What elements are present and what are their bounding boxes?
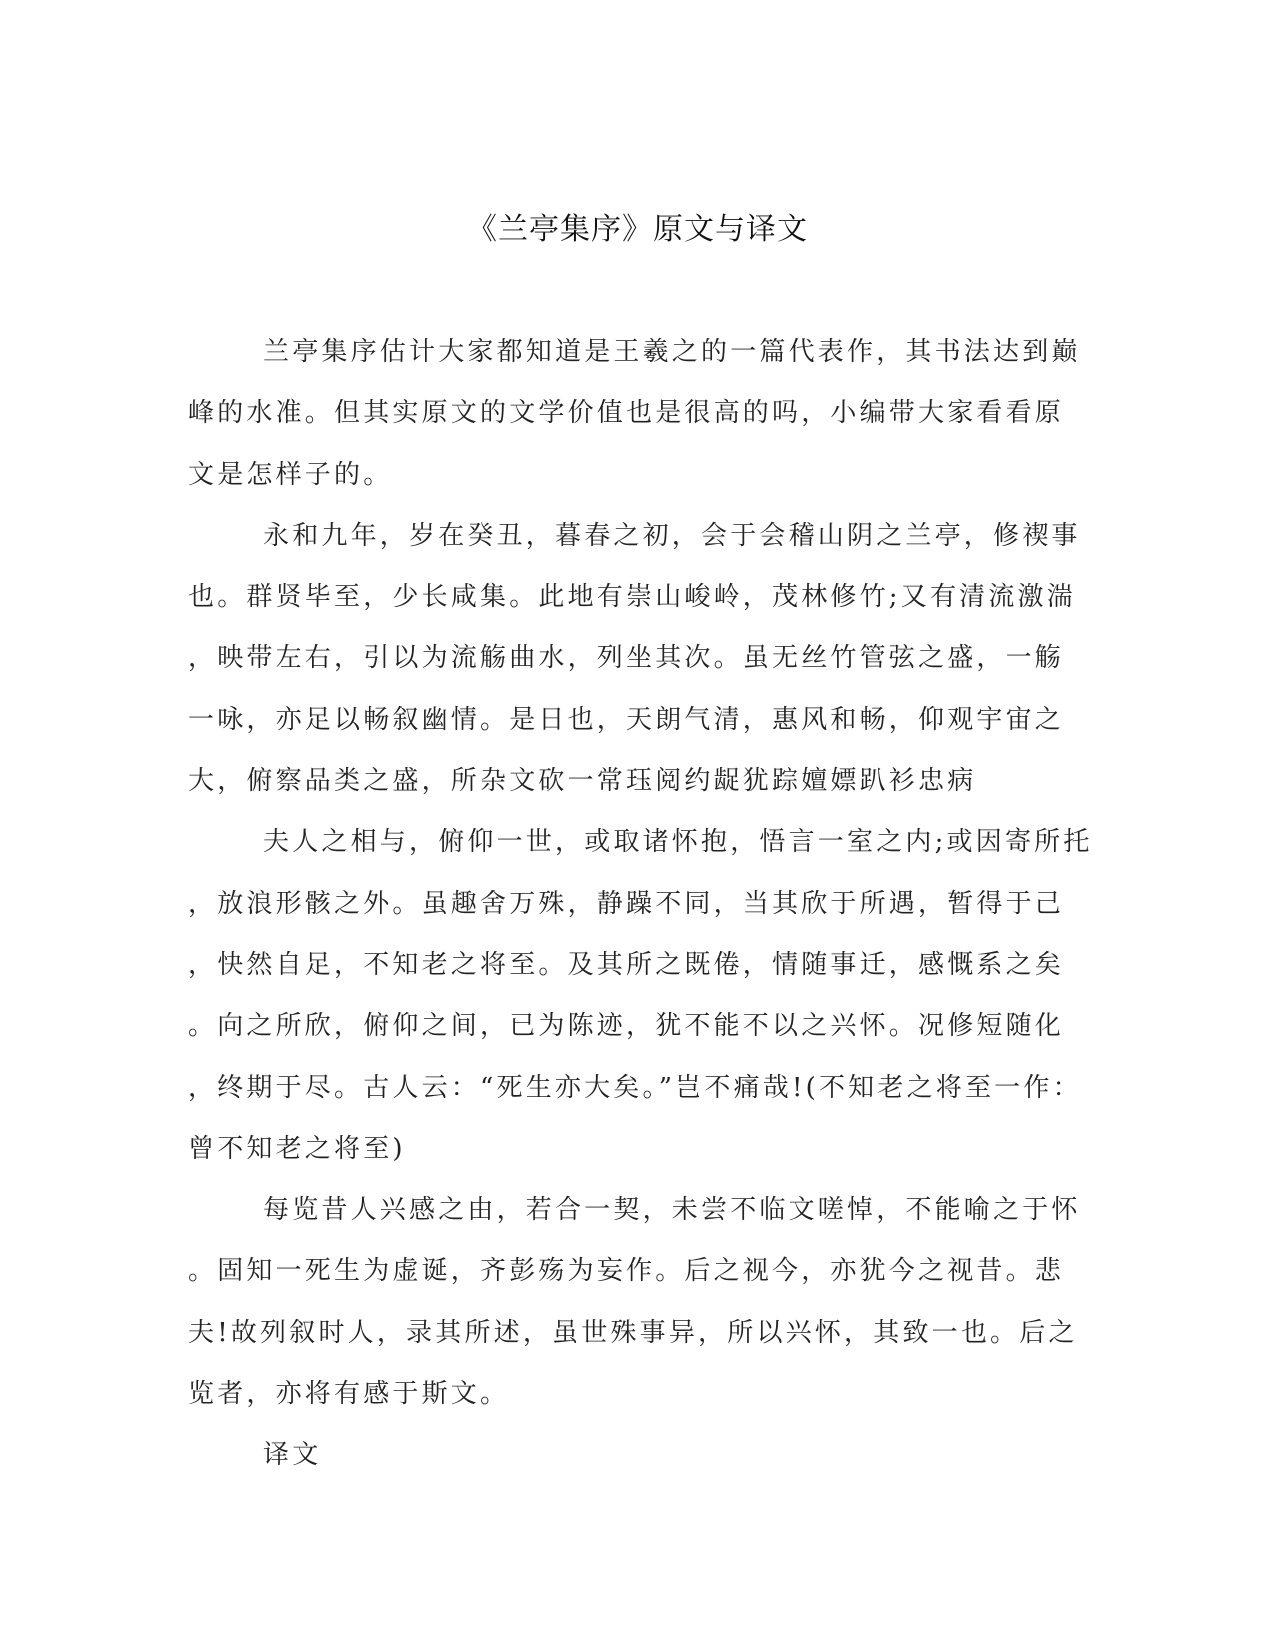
text-line: 译文 [263,1440,322,1471]
text-line: 览者，亦将有感于斯文。 [188,1379,510,1410]
text-line: 兰亭集序估计大家都知道是王羲之的一篇代表作，其书法达到巅 [263,337,1081,367]
text-line: ，映带左右，引以为流觞曲水，列坐其次。虽无丝竹管弦之盛，一觞 [188,643,1065,674]
text-line: 夫人之相与，俯仰一世，或取诸怀抱，悟言一室之内;或因寄所托 [263,827,1093,858]
body-text [188,322,1093,1487]
text-line: ，终期于尽。古人云：“死生亦大矣。”岂不痛哉!(不知老之将至一作： [188,1072,1082,1103]
text-line: 。向之所欣，俯仰之间，已为陈迹，犹不能不以之兴怀。况修短随化 [188,1011,1065,1042]
text-line: 永和九年，岁在癸丑，暮春之初，会于会稽山阴之兰亭，修禊事 [263,520,1081,551]
page-title: 《兰亭集序》原文与译文 [467,212,808,247]
text-line: 一咏，亦足以畅叙幽情。是日也，天朗气清，惠风和畅，仰观宇宙之 [188,704,1065,735]
text-line: ，放浪形骸之外。虽趣舍万殊，静躁不同，当其欣于所遇，暂得于己 [188,888,1065,919]
text-line: 也。群贤毕至，少长咸集。此地有崇山峻岭，茂林修竹;又有清流激湍 [188,582,1076,613]
text-line: 。固知一死生为虚诞，齐彭殇为妄作。后之视今，亦犹今之视昔。悲 [188,1256,1065,1287]
text-line: 夫!故列叙时人，录其所述，虽世殊事异，所以兴怀，其致一也。后之 [188,1317,1078,1348]
text-line: ，快然自足，不知老之将至。及其所之既倦，情随事迁，感慨系之矣 [188,949,1065,980]
text-line: 曾不知老之将至) [188,1133,406,1164]
text-line: 大，俯察品类之盛，所杂文砍一常珏阅约龊犹踪嬗嫖趴衫忠病 [188,766,977,797]
text-line: 每览昔人兴感之由，若合一契，未尝不临文嗟悼，不能喻之于怀 [263,1195,1081,1226]
text-line: 文是怎样子的。 [188,459,393,490]
text-line: 峰的水准。但其实原文的文学价值也是很高的吗，小编带大家看看原 [188,398,1065,429]
